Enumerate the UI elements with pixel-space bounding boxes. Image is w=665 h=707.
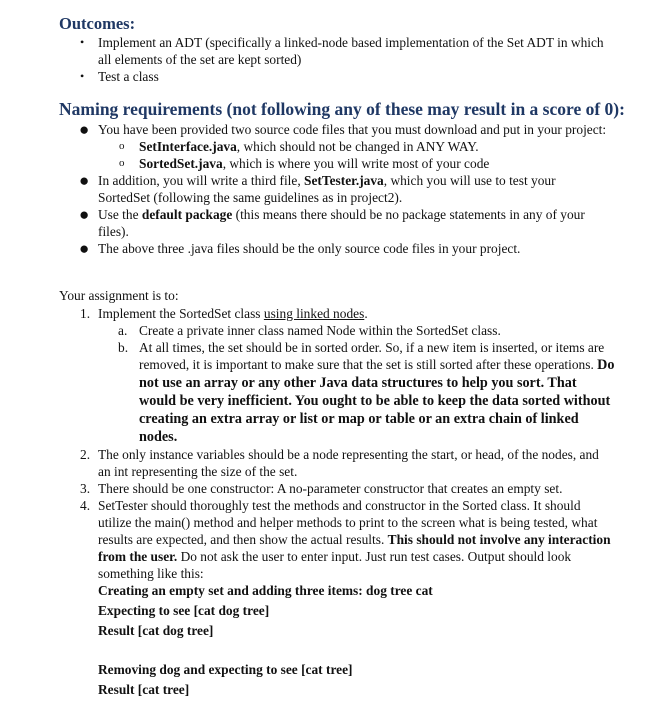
bullet-icon: • <box>80 69 85 83</box>
assignment-intro: Your assignment is to: <box>59 288 179 303</box>
bullet-icon: ● <box>79 205 90 224</box>
sample-output-line: Creating an empty set and adding three items: dog tree cat <box>98 583 433 598</box>
sub-list-item: b. At all times, the set should be in sorted order. So, if a new item is inserted, or items are removed, it is important to make sure that the set is still sorted after these operations. Do not use an array or any other Java data structures to help you sort. That would be very inefficient. You ought to be able to keep the data sorted without creating an extra array or list or map or table or an extra chain of linked nodes. <box>118 340 615 445</box>
list-item: ● The above three .java files should be the only source code files in your project. <box>79 239 521 258</box>
list-item: • Test a class <box>80 69 159 84</box>
list-letter: a. <box>118 323 128 338</box>
file-name: SetInterface.java <box>139 139 237 154</box>
file-name: SetTester.java <box>304 173 384 188</box>
list-number: 3. <box>80 481 91 496</box>
bullet-icon: ● <box>79 239 90 258</box>
list-item: 3. There should be one constructor: A no-parameter constructor that creates an empty set. <box>80 481 563 496</box>
list-item: ● You have been provided two source code files that you must download and put in your project: <box>79 120 607 139</box>
list-number: 4. <box>80 498 91 513</box>
list-item: • Implement an ADT (specifically a linked-node based implementation of the Set ADT in which all elements of the set are kept sorted) <box>80 35 604 67</box>
list-number: 2. <box>80 447 91 462</box>
file-name: SortedSet.java <box>139 156 223 171</box>
outcomes-heading: Outcomes: <box>59 14 136 33</box>
naming-heading: Naming requirements (not following any of these may result in a score of 0): <box>59 99 625 119</box>
sample-output-line: Expecting to see [cat dog tree] <box>98 603 270 618</box>
list-number: 1. <box>80 306 91 321</box>
bullet-icon: • <box>80 35 85 49</box>
naming-list <box>0 121 609 257</box>
circle-bullet-icon: o <box>119 157 125 169</box>
sub-list-item: o SortedSet.java, which is where you will write most of your code <box>119 156 490 171</box>
list-item: ● Use the default package (this means there should be no package statements in any of your files). <box>79 205 585 239</box>
sample-output-line: Result [cat dog tree] <box>98 623 214 638</box>
sample-output-line: Removing dog and expecting to see [cat tree] <box>98 662 353 677</box>
sub-list-item: a. Create a private inner class named Node within the SortedSet class. <box>118 323 501 338</box>
sub-list-item: o SetInterface.java, which should not be changed in ANY WAY. <box>119 139 479 154</box>
outcomes-list <box>0 34 608 85</box>
list-item: 2. The only instance variables should be a node representing the start, or head, of the nodes, and an int representing the size of the set. <box>80 447 599 479</box>
list-item: 4. SetTester should thoroughly test the methods and constructor in the Sorted class. It should utilize the main() method and helper methods to print to the screen what is being tested, what results are expected, and then show the actual results. This should not involve any interaction from the user. Do not ask the user to enter input. Just run test cases. Output should look something like this: <box>80 498 611 581</box>
list-item: ● In addition, you will write a third file, SetTester.java, which you will use to test your SortedSet (following the same guidelines as in project2). <box>79 171 556 205</box>
bullet-icon: ● <box>79 171 90 190</box>
circle-bullet-icon: o <box>119 140 125 152</box>
list-item: 1. Implement the SortedSet class using linked nodes. <box>80 306 368 321</box>
bullet-icon: ● <box>79 120 90 139</box>
list-letter: b. <box>118 340 129 355</box>
assignment-list <box>0 305 615 698</box>
sample-output-line: Result [cat tree] <box>98 682 190 697</box>
